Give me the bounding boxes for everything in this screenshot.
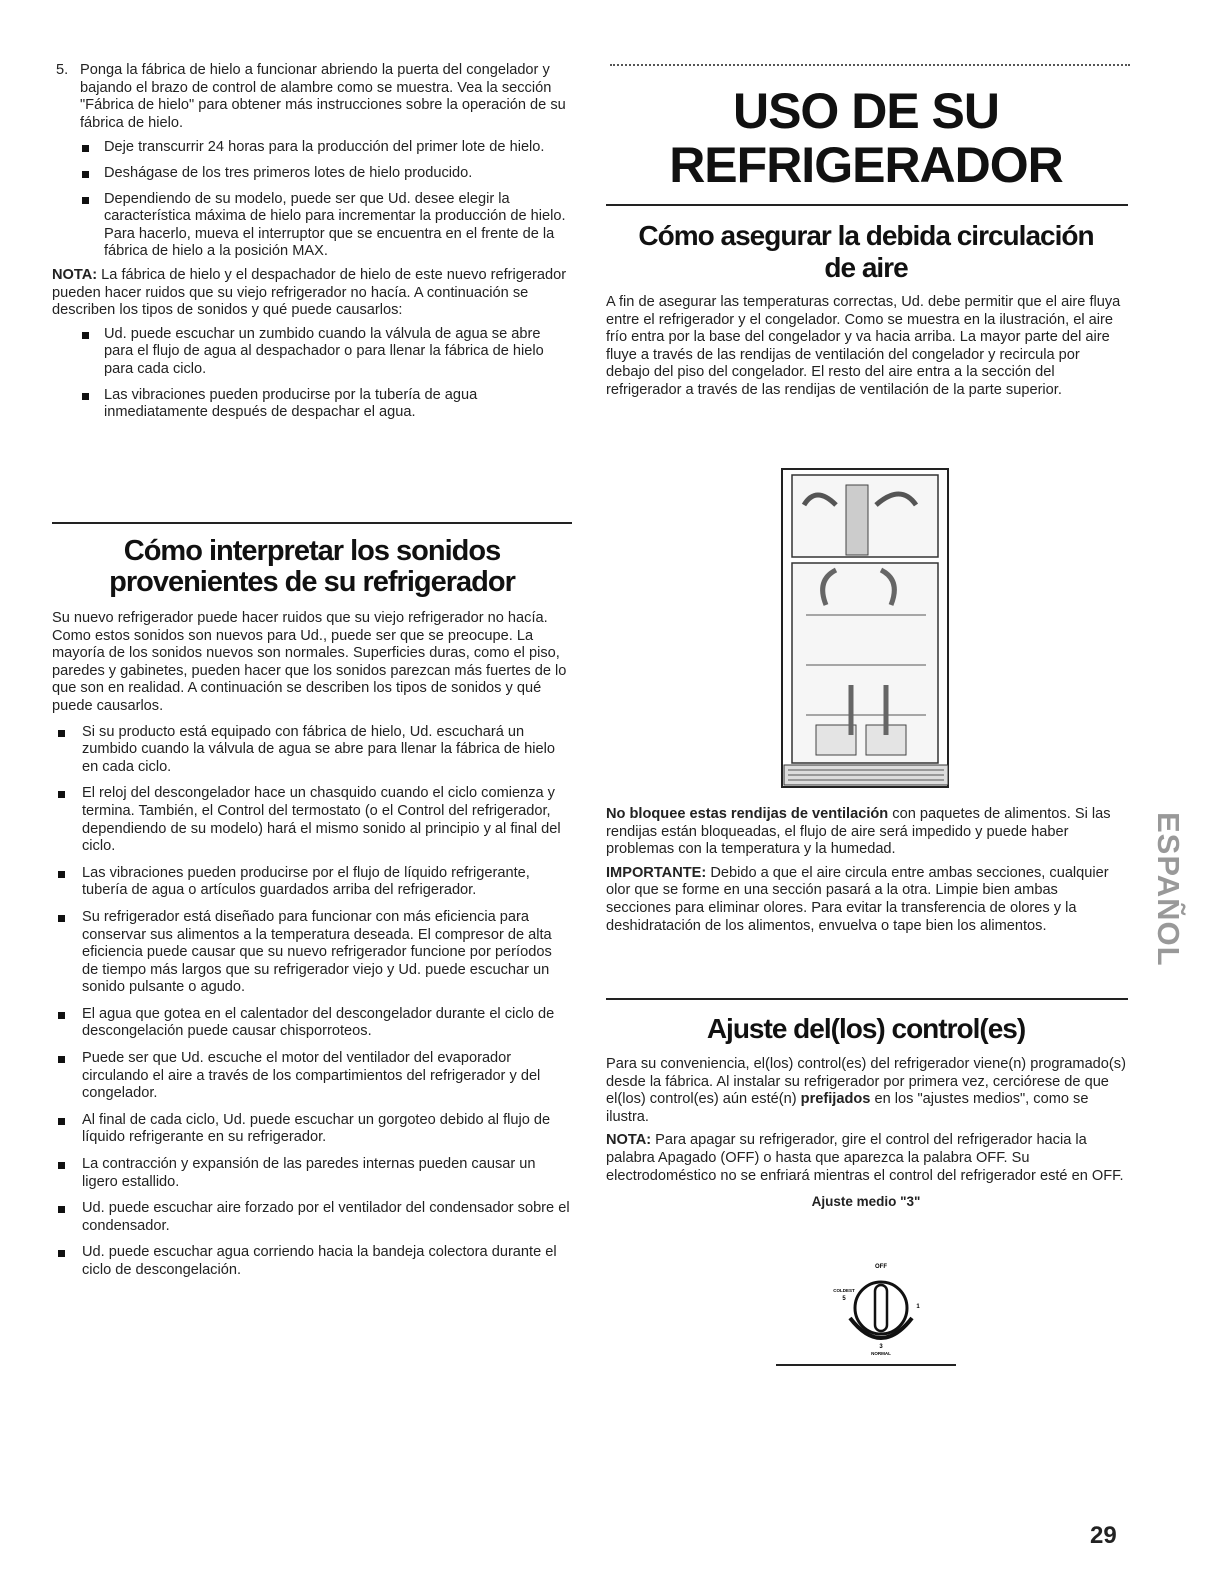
step-5-bullets — [52, 139, 572, 261]
list-item: Dependiendo de su modelo, puede ser que Ud. desee elegir la característica máxima de hielo para incrementar la producción de hielo. Para hacerlo, mueva el interruptor que se encuentra en el frente de la fábrica de hielo a la posición MAX. — [52, 191, 572, 261]
ventilation-notes — [606, 806, 1126, 935]
divider — [52, 522, 572, 524]
controls-bold: prefijados — [800, 1091, 871, 1108]
list-item: Puede ser que Ud. escuche el motor del ventilador del evaporador circulando el aire a través de los compartimientos del refrigerador y del congelador. — [52, 1050, 572, 1103]
block-warning — [606, 806, 1126, 859]
list-item: Deje transcurrir 24 horas para la producción del primer lote de hielo. — [52, 139, 572, 157]
block-warning-bold: No bloquee estas rendijas de ventilación — [606, 806, 889, 822]
list-item: Su refrigerador está diseñado para funcionar con más eficiencia para conservar sus alimentos a la temperatura deseada. El compresor de alta eficiencia puede causar que su nuevo refrigerador funcione por períodos de tiempo más largos que su refrigerador viejo y Ud. puede escuchar un sonido pulsante o agudo. — [52, 909, 572, 997]
list-item: Ud. puede escuchar un zumbido cuando la válvula de agua se abre para el flujo de agua al despachador o para llenar la fábrica de hielo para cada ciclo. — [52, 326, 572, 379]
divider — [606, 998, 1128, 1000]
fridge-airflow-illustration — [776, 465, 956, 795]
title-line-2: REFRIGERADOR — [669, 137, 1063, 193]
dial-five-label: 5 — [842, 1296, 846, 1302]
list-item: Ud. puede escuchar aire forzado por el ventilador del condensador sobre el condensador. — [52, 1200, 572, 1235]
top-dotted-rule — [610, 64, 1130, 66]
important-note — [606, 865, 1126, 935]
step-5-text: Ponga la fábrica de hielo a funcionar abriendo la puerta del congelador y bajando el brazo de control de alambre como se muestra. Vea la sección "Fábrica de hielo" para obtener más instrucciones sobre la operación de su fábrica de hielo. — [80, 62, 566, 131]
dial-one-label: 1 — [916, 1304, 920, 1310]
off-note — [606, 1132, 1126, 1185]
sounds-heading-line-2: provenientes de su refrigerador — [109, 566, 515, 598]
dial-coldest-label: COLDEST — [833, 1288, 855, 1293]
list-item: Al final de cada ciclo, Ud. puede escuchar un gorgoteo debido al flujo de líquido refrigerante en su refrigerador. — [52, 1112, 572, 1147]
note-label: NOTA: — [52, 266, 98, 283]
list-item: Deshágase de los tres primeros lotes de hielo producido. — [52, 165, 572, 183]
controls-text-2: en los "ajustes medios", como se ilustra. — [606, 1091, 1089, 1125]
note-bullets — [52, 326, 572, 422]
control-dial-illustration — [833, 1258, 926, 1358]
list-item: El agua que gotea en el calentador del descongelador durante el ciclo de descongelación puede causar chisporroteos. — [52, 1006, 572, 1041]
note-text: La fábrica de hielo y el despachador de hielo de este nuevo refrigerador pueden hacer ruidos que su viejo refrigerador no hacía. A continuación se describen los tipos de sonidos y qué puede causarlos: — [52, 266, 567, 319]
important-text: Debido a que el aire circula entre ambas secciones, cualquier olor que se forme en una sección pasará a la otra. Limpie bien ambas secciones para eliminar olores. Para evitar la transferencia de olores y la deshidratación de los alimentos, envuelva o tape bien los alimentos. — [606, 864, 1109, 934]
list-item: Ud. puede escuchar agua corriendo hacia la bandeja colectora durante el ciclo de descongelación. — [52, 1244, 572, 1279]
note-label: NOTA: — [606, 1132, 652, 1149]
air-section — [606, 220, 1126, 400]
page-number: 29 — [1090, 1522, 1117, 1549]
dial-caption: Ajuste medio "3" — [811, 1194, 921, 1210]
page-title — [606, 84, 1126, 192]
step-5 — [52, 62, 572, 422]
sounds-bullets — [52, 724, 572, 1280]
divider — [606, 204, 1128, 206]
list-item: La contracción y expansión de las paredes internas pueden causar un ligero estallido. — [52, 1156, 572, 1191]
controls-text — [606, 1056, 1126, 1126]
note-ice-maker — [52, 267, 572, 320]
sounds-intro: Su nuevo refrigerador puede hacer ruidos que su viejo refrigerador no hacía. Como estos sonidos son nuevos para Ud., puede ser que se preocupe. La mayoría de los sonidos nuevos son normales. Superficies duras, como el piso, paredes y gabinetes, pueden hacer que los sonidos parezcan más fuertes de lo que son en realidad. A continuación se describen los tipos de sonidos y qué puede causarlos. — [52, 610, 567, 714]
dial-three-label: 3 — [879, 1344, 883, 1350]
controls-section — [606, 1012, 1126, 1211]
sounds-heading-line-1: Cómo interpretar los sonidos — [123, 535, 501, 567]
sounds-section — [52, 536, 572, 1280]
title-line-1: USO DE SU — [732, 83, 1000, 139]
air-heading — [606, 220, 1126, 284]
dial-off-label: OFF — [875, 1264, 887, 1270]
list-item: Si su producto está equipado con fábrica de hielo, Ud. escuchará un zumbido cuando la válvula de agua se abre para llenar la fábrica de hielo en cada ciclo. — [52, 724, 572, 777]
note-text: Para apagar su refrigerador, gire el control del refrigerador hacia la palabra Apagado (OFF) o hasta que aparezca la palabra OFF. Su electrodoméstico no se enfriará mientras el control del refrigerador esté en OFF. — [606, 1132, 1124, 1184]
step-number: 5. — [56, 62, 69, 78]
air-heading-line-2: de aire — [824, 252, 908, 283]
important-label: IMPORTANTE: — [606, 864, 707, 881]
language-side-tab — [1146, 810, 1184, 1030]
list-item: Las vibraciones pueden producirse por el flujo de líquido refrigerante, tubería de agua o artículos guardados arriba del refrigerador. — [52, 865, 572, 900]
air-heading-line-1: Cómo asegurar la debida circulación — [638, 220, 1094, 251]
list-item: Las vibraciones pueden producirse por la tubería de agua inmediatamente después de despachar el agua. — [52, 387, 572, 422]
language-tab-label: ESPAÑOL — [1151, 812, 1186, 967]
block-warning-text: con paquetes de alimentos. Si las rendijas están bloqueadas, el flujo de aire será impedido y puede haber problemas con la temperatura y la humedad. — [606, 806, 1111, 858]
air-text: A fin de asegurar las temperaturas correctas, Ud. debe permitir que el aire fluya entre el refrigerador y el congelador. Como se muestra en la ilustración, el aire frío entra por la base del congelador y va hacia arriba. La mayor parte del aire fluye a través de las rendijas de ventilación del congelador y recircula por debajo del piso del congelador. El resto del aire entra a la sección del refrigerador a través de las rendijas de ventilación de la parte superior. — [606, 294, 1121, 398]
sounds-heading — [52, 536, 572, 598]
controls-heading: Ajuste del(los) control(es) — [706, 1013, 1026, 1044]
list-item: El reloj del descongelador hace un chasquido cuando el ciclo comienza y termina. También, el Control del termostato (o el Control del refrigerador, dependiendo de su modelo) hará el mismo sonido al principio y al final del ciclo. — [52, 785, 572, 855]
controls-text-1: Para su conveniencia, el(los) control(es) del refrigerador viene(n) programado(s) desde la fábrica. Al instalar su refrigerador por primera vez, cerciórese de que el(los) control(es) aún esté(n) — [606, 1056, 1126, 1108]
divider — [776, 1364, 956, 1366]
dial-normal-label: NORMAL — [871, 1351, 891, 1356]
